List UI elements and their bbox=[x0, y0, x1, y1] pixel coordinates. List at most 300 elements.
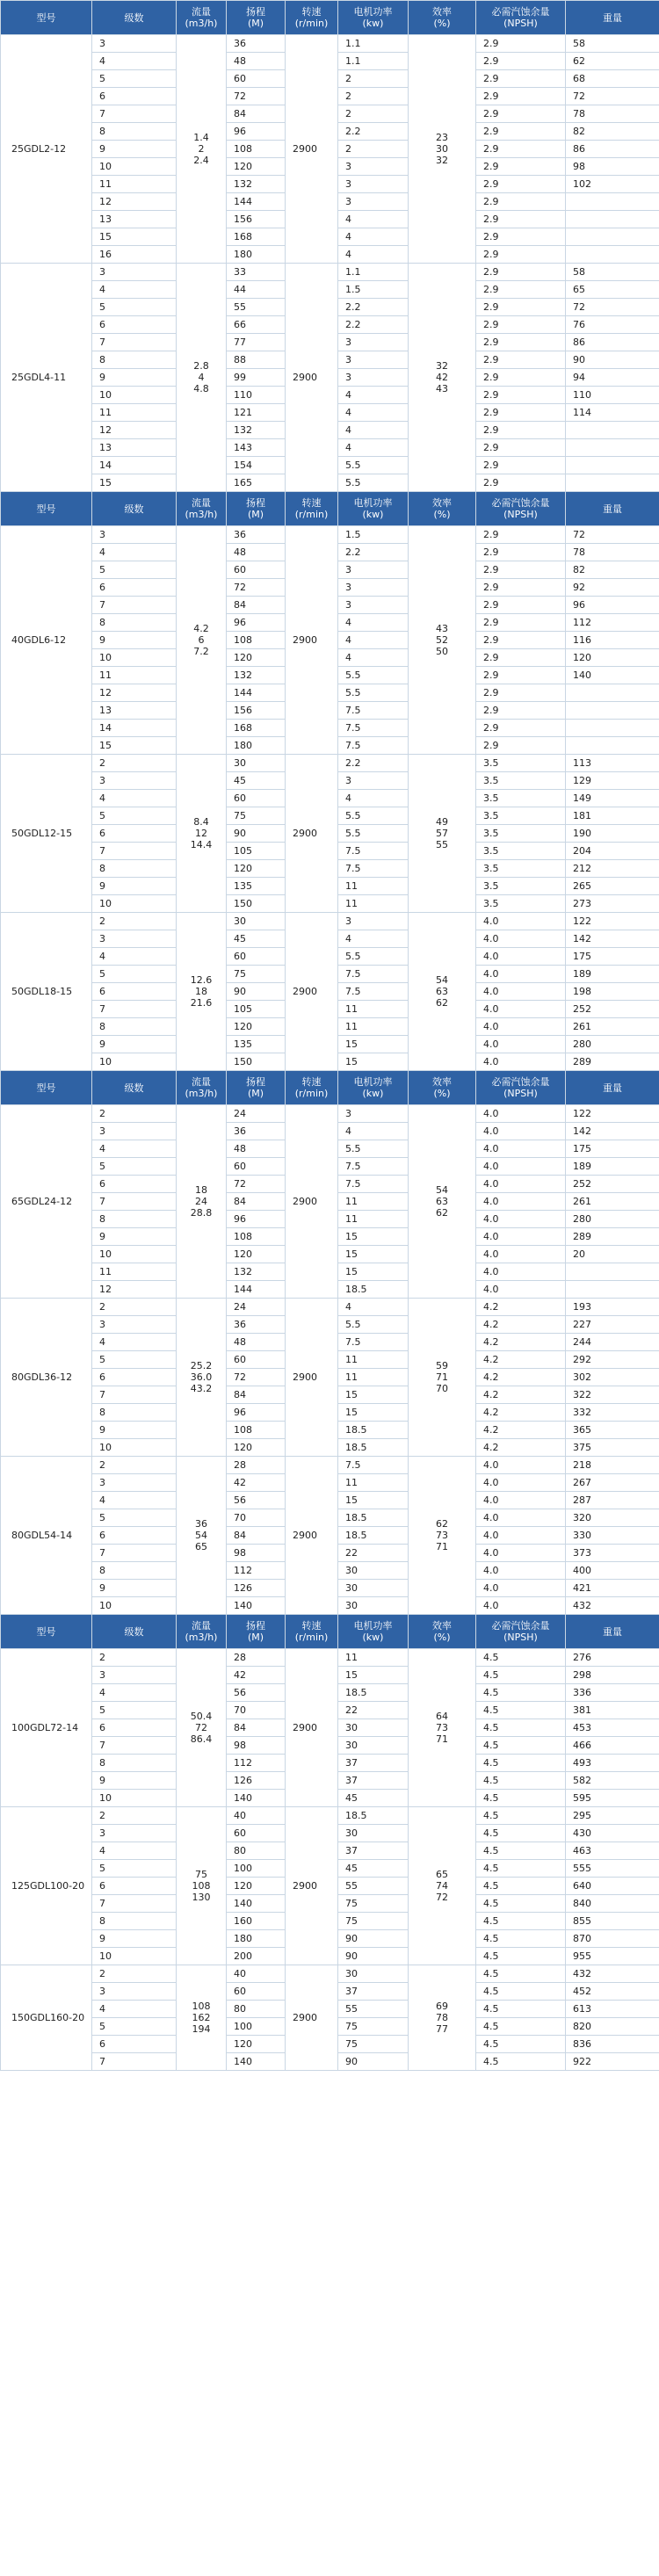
weight-cell: 365 bbox=[566, 1422, 659, 1439]
table-row bbox=[1, 264, 659, 281]
flow-cell: 50.4 72 86.4 bbox=[177, 1649, 227, 1807]
stages-cell: 6 bbox=[92, 1369, 177, 1386]
power-cell: 1.5 bbox=[338, 281, 409, 299]
header-row bbox=[1, 1615, 659, 1649]
npsh-cell: 4.0 bbox=[476, 1105, 566, 1123]
power-cell: 1.5 bbox=[338, 526, 409, 544]
model-name: 25GDL2-12 bbox=[1, 35, 92, 264]
npsh-cell: 4.2 bbox=[476, 1386, 566, 1404]
power-cell: 90 bbox=[338, 1948, 409, 1965]
npsh-cell: 4.5 bbox=[476, 2018, 566, 2036]
power-cell: 11 bbox=[338, 1001, 409, 1018]
head-cell: 105 bbox=[227, 1001, 286, 1018]
stages-cell: 3 bbox=[92, 35, 177, 53]
weight-cell: 90 bbox=[566, 351, 659, 369]
speed-cell: 2900 bbox=[286, 526, 338, 755]
head-cell: 45 bbox=[227, 930, 286, 948]
power-cell: 4 bbox=[338, 246, 409, 264]
npsh-cell: 2.9 bbox=[476, 88, 566, 105]
head-cell: 120 bbox=[227, 1246, 286, 1263]
npsh-cell: 2.9 bbox=[476, 281, 566, 299]
weight-cell: 120 bbox=[566, 649, 659, 667]
head-cell: 44 bbox=[227, 281, 286, 299]
weight-cell: 252 bbox=[566, 1001, 659, 1018]
stages-cell: 9 bbox=[92, 141, 177, 158]
stages-cell: 9 bbox=[92, 369, 177, 387]
header-weight: 重量 bbox=[566, 1, 659, 35]
stages-cell: 11 bbox=[92, 667, 177, 684]
npsh-cell: 2.9 bbox=[476, 70, 566, 88]
head-cell: 132 bbox=[227, 422, 286, 439]
power-cell: 55 bbox=[338, 1878, 409, 1895]
stages-cell: 9 bbox=[92, 1772, 177, 1790]
head-cell: 160 bbox=[227, 1913, 286, 1930]
efficiency-cell: 69 78 77 bbox=[409, 1965, 476, 2071]
head-cell: 154 bbox=[227, 457, 286, 474]
model-name: 25GDL4-11 bbox=[1, 264, 92, 492]
head-cell: 168 bbox=[227, 720, 286, 737]
weight-cell: 110 bbox=[566, 387, 659, 404]
efficiency-cell: 23 30 32 bbox=[409, 35, 476, 264]
power-cell: 11 bbox=[338, 1018, 409, 1036]
head-cell: 165 bbox=[227, 474, 286, 492]
efficiency-cell: 54 63 62 bbox=[409, 913, 476, 1071]
weight-cell: 452 bbox=[566, 1983, 659, 2001]
power-cell: 7.5 bbox=[338, 966, 409, 983]
npsh-cell: 4.5 bbox=[476, 1965, 566, 1983]
stages-cell: 5 bbox=[92, 966, 177, 983]
weight-cell bbox=[566, 457, 659, 474]
stages-cell: 8 bbox=[92, 1913, 177, 1930]
power-cell: 30 bbox=[338, 1562, 409, 1580]
weight-cell: 870 bbox=[566, 1930, 659, 1948]
weight-cell: 129 bbox=[566, 772, 659, 790]
head-cell: 60 bbox=[227, 1983, 286, 2001]
model-name: 40GDL6-12 bbox=[1, 526, 92, 755]
stages-cell: 9 bbox=[92, 1228, 177, 1246]
npsh-cell: 4.5 bbox=[476, 1895, 566, 1913]
head-cell: 75 bbox=[227, 966, 286, 983]
header-speed: 转速 (r/min) bbox=[286, 1071, 338, 1105]
weight-cell: 113 bbox=[566, 755, 659, 772]
stages-cell: 13 bbox=[92, 702, 177, 720]
npsh-cell: 4.0 bbox=[476, 1228, 566, 1246]
power-cell: 4 bbox=[338, 632, 409, 649]
head-cell: 150 bbox=[227, 895, 286, 913]
weight-cell: 820 bbox=[566, 2018, 659, 2036]
npsh-cell: 2.9 bbox=[476, 579, 566, 597]
npsh-cell: 2.9 bbox=[476, 299, 566, 316]
npsh-cell: 2.9 bbox=[476, 702, 566, 720]
npsh-cell: 4.0 bbox=[476, 1001, 566, 1018]
weight-cell: 122 bbox=[566, 913, 659, 930]
power-cell: 2 bbox=[338, 105, 409, 123]
power-cell: 2.2 bbox=[338, 123, 409, 141]
head-cell: 98 bbox=[227, 1545, 286, 1562]
npsh-cell: 4.5 bbox=[476, 1719, 566, 1737]
speed-cell: 2900 bbox=[286, 755, 338, 913]
head-cell: 28 bbox=[227, 1457, 286, 1474]
table-row bbox=[1, 1649, 659, 1667]
stages-cell: 5 bbox=[92, 807, 177, 825]
speed-cell: 2900 bbox=[286, 1457, 338, 1615]
header-head: 扬程 (M) bbox=[227, 492, 286, 526]
stages-cell: 5 bbox=[92, 70, 177, 88]
head-cell: 72 bbox=[227, 1176, 286, 1193]
npsh-cell: 4.0 bbox=[476, 1193, 566, 1211]
header-stages: 级数 bbox=[92, 1, 177, 35]
stages-cell: 10 bbox=[92, 1053, 177, 1071]
npsh-cell: 4.0 bbox=[476, 1053, 566, 1071]
weight-cell: 373 bbox=[566, 1545, 659, 1562]
head-cell: 45 bbox=[227, 772, 286, 790]
stages-cell: 3 bbox=[92, 526, 177, 544]
power-cell: 3 bbox=[338, 561, 409, 579]
npsh-cell: 2.9 bbox=[476, 369, 566, 387]
weight-cell: 289 bbox=[566, 1228, 659, 1246]
header-head: 扬程 (M) bbox=[227, 1615, 286, 1649]
weight-cell: 836 bbox=[566, 2036, 659, 2053]
head-cell: 56 bbox=[227, 1684, 286, 1702]
head-cell: 84 bbox=[227, 1386, 286, 1404]
weight-cell: 190 bbox=[566, 825, 659, 843]
weight-cell: 840 bbox=[566, 1895, 659, 1913]
speed-cell: 2900 bbox=[286, 1649, 338, 1807]
head-cell: 36 bbox=[227, 35, 286, 53]
head-cell: 90 bbox=[227, 825, 286, 843]
power-cell: 90 bbox=[338, 2053, 409, 2071]
head-cell: 140 bbox=[227, 1597, 286, 1615]
power-cell: 45 bbox=[338, 1860, 409, 1878]
stages-cell: 12 bbox=[92, 422, 177, 439]
speed-cell: 2900 bbox=[286, 1965, 338, 2071]
weight-cell: 204 bbox=[566, 843, 659, 860]
power-cell: 22 bbox=[338, 1545, 409, 1562]
stages-cell: 9 bbox=[92, 878, 177, 895]
npsh-cell: 4.5 bbox=[476, 1930, 566, 1948]
stages-cell: 9 bbox=[92, 1580, 177, 1597]
head-cell: 99 bbox=[227, 369, 286, 387]
weight-cell: 463 bbox=[566, 1842, 659, 1860]
header-row bbox=[1, 1, 659, 35]
power-cell: 4 bbox=[338, 422, 409, 439]
weight-cell: 198 bbox=[566, 983, 659, 1001]
power-cell: 7.5 bbox=[338, 843, 409, 860]
stages-cell: 16 bbox=[92, 246, 177, 264]
npsh-cell: 2.9 bbox=[476, 351, 566, 369]
npsh-cell: 2.9 bbox=[476, 422, 566, 439]
npsh-cell: 4.5 bbox=[476, 1983, 566, 2001]
header-stages: 级数 bbox=[92, 1071, 177, 1105]
npsh-cell: 3.5 bbox=[476, 878, 566, 895]
stages-cell: 3 bbox=[92, 930, 177, 948]
stages-cell: 8 bbox=[92, 1755, 177, 1772]
weight-cell bbox=[566, 228, 659, 246]
stages-cell: 2 bbox=[92, 1649, 177, 1667]
npsh-cell: 2.9 bbox=[476, 614, 566, 632]
head-cell: 70 bbox=[227, 1509, 286, 1527]
head-cell: 40 bbox=[227, 1965, 286, 1983]
power-cell: 37 bbox=[338, 1983, 409, 2001]
head-cell: 30 bbox=[227, 913, 286, 930]
stages-cell: 4 bbox=[92, 281, 177, 299]
header-eff: 效率 (%) bbox=[409, 1071, 476, 1105]
weight-cell bbox=[566, 193, 659, 211]
header-head: 扬程 (M) bbox=[227, 1, 286, 35]
weight-cell: 98 bbox=[566, 158, 659, 176]
npsh-cell: 2.9 bbox=[476, 158, 566, 176]
weight-cell bbox=[566, 1263, 659, 1281]
weight-cell: 181 bbox=[566, 807, 659, 825]
header-npsh: 必需汽蚀余量 (NPSH) bbox=[476, 492, 566, 526]
head-cell: 84 bbox=[227, 105, 286, 123]
stages-cell: 8 bbox=[92, 1562, 177, 1580]
power-cell: 5.5 bbox=[338, 667, 409, 684]
power-cell: 5.5 bbox=[338, 1140, 409, 1158]
weight-cell: 322 bbox=[566, 1386, 659, 1404]
header-head: 扬程 (M) bbox=[227, 1071, 286, 1105]
head-cell: 132 bbox=[227, 176, 286, 193]
npsh-cell: 2.9 bbox=[476, 526, 566, 544]
stages-cell: 12 bbox=[92, 1281, 177, 1299]
weight-cell: 287 bbox=[566, 1492, 659, 1509]
npsh-cell: 3.5 bbox=[476, 860, 566, 878]
stages-cell: 5 bbox=[92, 561, 177, 579]
stages-cell: 2 bbox=[92, 1807, 177, 1825]
stages-cell: 14 bbox=[92, 457, 177, 474]
flow-cell: 8.4 12 14.4 bbox=[177, 755, 227, 913]
stages-cell: 7 bbox=[92, 1545, 177, 1562]
power-cell: 1.1 bbox=[338, 53, 409, 70]
stages-cell: 13 bbox=[92, 439, 177, 457]
flow-cell: 108 162 194 bbox=[177, 1965, 227, 2071]
table-row bbox=[1, 1807, 659, 1825]
head-cell: 96 bbox=[227, 1211, 286, 1228]
weight-cell: 218 bbox=[566, 1457, 659, 1474]
power-cell: 75 bbox=[338, 2036, 409, 2053]
head-cell: 98 bbox=[227, 1737, 286, 1755]
stages-cell: 6 bbox=[92, 825, 177, 843]
power-cell: 75 bbox=[338, 1913, 409, 1930]
power-cell: 3 bbox=[338, 176, 409, 193]
weight-cell bbox=[566, 684, 659, 702]
header-power: 电机功率 (kw) bbox=[338, 492, 409, 526]
npsh-cell: 4.0 bbox=[476, 1018, 566, 1036]
stages-cell: 9 bbox=[92, 1930, 177, 1948]
power-cell: 7.5 bbox=[338, 1176, 409, 1193]
weight-cell bbox=[566, 474, 659, 492]
weight-cell: 149 bbox=[566, 790, 659, 807]
stages-cell: 7 bbox=[92, 597, 177, 614]
weight-cell: 421 bbox=[566, 1580, 659, 1597]
table-row bbox=[1, 755, 659, 772]
header-speed: 转速 (r/min) bbox=[286, 1, 338, 35]
npsh-cell: 3.5 bbox=[476, 755, 566, 772]
npsh-cell: 2.9 bbox=[476, 105, 566, 123]
weight-cell: 227 bbox=[566, 1316, 659, 1334]
efficiency-cell: 32 42 43 bbox=[409, 264, 476, 492]
header-row bbox=[1, 492, 659, 526]
head-cell: 120 bbox=[227, 1439, 286, 1457]
stages-cell: 6 bbox=[92, 1527, 177, 1545]
stages-cell: 12 bbox=[92, 684, 177, 702]
power-cell: 5.5 bbox=[338, 474, 409, 492]
npsh-cell: 4.0 bbox=[476, 1246, 566, 1263]
head-cell: 96 bbox=[227, 614, 286, 632]
power-cell: 7.5 bbox=[338, 1334, 409, 1351]
spec-table-body bbox=[1, 1, 659, 2071]
stages-cell: 3 bbox=[92, 1825, 177, 1842]
weight-cell: 175 bbox=[566, 1140, 659, 1158]
head-cell: 72 bbox=[227, 1369, 286, 1386]
stages-cell: 2 bbox=[92, 755, 177, 772]
weight-cell: 122 bbox=[566, 1105, 659, 1123]
npsh-cell: 4.0 bbox=[476, 1123, 566, 1140]
flow-cell: 12.6 18 21.6 bbox=[177, 913, 227, 1071]
head-cell: 42 bbox=[227, 1474, 286, 1492]
npsh-cell: 4.5 bbox=[476, 1772, 566, 1790]
weight-cell: 295 bbox=[566, 1807, 659, 1825]
efficiency-cell: 43 52 50 bbox=[409, 526, 476, 755]
head-cell: 84 bbox=[227, 1719, 286, 1737]
head-cell: 126 bbox=[227, 1772, 286, 1790]
weight-cell: 116 bbox=[566, 632, 659, 649]
stages-cell: 10 bbox=[92, 895, 177, 913]
weight-cell: 261 bbox=[566, 1018, 659, 1036]
power-cell: 7.5 bbox=[338, 860, 409, 878]
weight-cell: 955 bbox=[566, 1948, 659, 1965]
efficiency-cell: 59 71 70 bbox=[409, 1299, 476, 1457]
head-cell: 156 bbox=[227, 702, 286, 720]
stages-cell: 9 bbox=[92, 1422, 177, 1439]
npsh-cell: 2.9 bbox=[476, 246, 566, 264]
head-cell: 75 bbox=[227, 807, 286, 825]
stages-cell: 14 bbox=[92, 720, 177, 737]
weight-cell: 432 bbox=[566, 1965, 659, 1983]
power-cell: 3 bbox=[338, 158, 409, 176]
weight-cell: 267 bbox=[566, 1474, 659, 1492]
npsh-cell: 2.9 bbox=[476, 35, 566, 53]
head-cell: 70 bbox=[227, 1702, 286, 1719]
power-cell: 7.5 bbox=[338, 983, 409, 1001]
header-model: 型号 bbox=[1, 492, 92, 526]
stages-cell: 8 bbox=[92, 123, 177, 141]
weight-cell: 855 bbox=[566, 1913, 659, 1930]
power-cell: 4 bbox=[338, 228, 409, 246]
stages-cell: 13 bbox=[92, 211, 177, 228]
head-cell: 120 bbox=[227, 860, 286, 878]
npsh-cell: 2.9 bbox=[476, 334, 566, 351]
head-cell: 120 bbox=[227, 158, 286, 176]
model-name: 50GDL18-15 bbox=[1, 913, 92, 1071]
power-cell: 1.1 bbox=[338, 35, 409, 53]
npsh-cell: 4.5 bbox=[476, 1913, 566, 1930]
power-cell: 5.5 bbox=[338, 825, 409, 843]
power-cell: 2 bbox=[338, 70, 409, 88]
header-eff: 效率 (%) bbox=[409, 492, 476, 526]
npsh-cell: 2.9 bbox=[476, 684, 566, 702]
npsh-cell: 4.5 bbox=[476, 2053, 566, 2071]
npsh-cell: 4.5 bbox=[476, 1825, 566, 1842]
npsh-cell: 2.9 bbox=[476, 544, 566, 561]
stages-cell: 7 bbox=[92, 1386, 177, 1404]
head-cell: 48 bbox=[227, 544, 286, 561]
stages-cell: 4 bbox=[92, 1684, 177, 1702]
head-cell: 96 bbox=[227, 1404, 286, 1422]
head-cell: 24 bbox=[227, 1299, 286, 1316]
npsh-cell: 2.9 bbox=[476, 720, 566, 737]
weight-cell: 58 bbox=[566, 264, 659, 281]
stages-cell: 4 bbox=[92, 1492, 177, 1509]
head-cell: 144 bbox=[227, 193, 286, 211]
weight-cell: 400 bbox=[566, 1562, 659, 1580]
weight-cell bbox=[566, 737, 659, 755]
stages-cell: 5 bbox=[92, 1158, 177, 1176]
head-cell: 180 bbox=[227, 246, 286, 264]
weight-cell: 466 bbox=[566, 1737, 659, 1755]
npsh-cell: 4.5 bbox=[476, 1790, 566, 1807]
power-cell: 11 bbox=[338, 878, 409, 895]
power-cell: 4 bbox=[338, 439, 409, 457]
weight-cell: 244 bbox=[566, 1334, 659, 1351]
weight-cell: 175 bbox=[566, 948, 659, 966]
head-cell: 84 bbox=[227, 597, 286, 614]
speed-cell: 2900 bbox=[286, 913, 338, 1071]
stages-cell: 2 bbox=[92, 1457, 177, 1474]
power-cell: 30 bbox=[338, 1737, 409, 1755]
power-cell: 30 bbox=[338, 1580, 409, 1597]
weight-cell: 595 bbox=[566, 1790, 659, 1807]
npsh-cell: 2.9 bbox=[476, 404, 566, 422]
weight-cell: 189 bbox=[566, 966, 659, 983]
npsh-cell: 4.2 bbox=[476, 1439, 566, 1457]
stages-cell: 15 bbox=[92, 474, 177, 492]
head-cell: 36 bbox=[227, 526, 286, 544]
power-cell: 2.2 bbox=[338, 299, 409, 316]
header-power: 电机功率 (kw) bbox=[338, 1, 409, 35]
stages-cell: 5 bbox=[92, 2018, 177, 2036]
power-cell: 4 bbox=[338, 649, 409, 667]
stages-cell: 8 bbox=[92, 614, 177, 632]
head-cell: 80 bbox=[227, 1842, 286, 1860]
weight-cell: 72 bbox=[566, 526, 659, 544]
stages-cell: 10 bbox=[92, 1948, 177, 1965]
head-cell: 180 bbox=[227, 737, 286, 755]
weight-cell: 78 bbox=[566, 544, 659, 561]
npsh-cell: 2.9 bbox=[476, 474, 566, 492]
head-cell: 66 bbox=[227, 316, 286, 334]
efficiency-cell: 64 73 71 bbox=[409, 1649, 476, 1807]
weight-cell: 252 bbox=[566, 1176, 659, 1193]
stages-cell: 15 bbox=[92, 737, 177, 755]
header-flow: 流量 (m3/h) bbox=[177, 492, 227, 526]
header-power: 电机功率 (kw) bbox=[338, 1615, 409, 1649]
head-cell: 140 bbox=[227, 2053, 286, 2071]
weight-cell: 432 bbox=[566, 1597, 659, 1615]
weight-cell: 330 bbox=[566, 1527, 659, 1545]
npsh-cell: 4.0 bbox=[476, 1457, 566, 1474]
flow-cell: 2.8 4 4.8 bbox=[177, 264, 227, 492]
model-name: 80GDL54-14 bbox=[1, 1457, 92, 1615]
stages-cell: 4 bbox=[92, 790, 177, 807]
power-cell: 90 bbox=[338, 1930, 409, 1948]
head-cell: 112 bbox=[227, 1562, 286, 1580]
power-cell: 2.2 bbox=[338, 544, 409, 561]
weight-cell: 142 bbox=[566, 930, 659, 948]
npsh-cell: 3.5 bbox=[476, 843, 566, 860]
power-cell: 37 bbox=[338, 1772, 409, 1790]
stages-cell: 7 bbox=[92, 2053, 177, 2071]
